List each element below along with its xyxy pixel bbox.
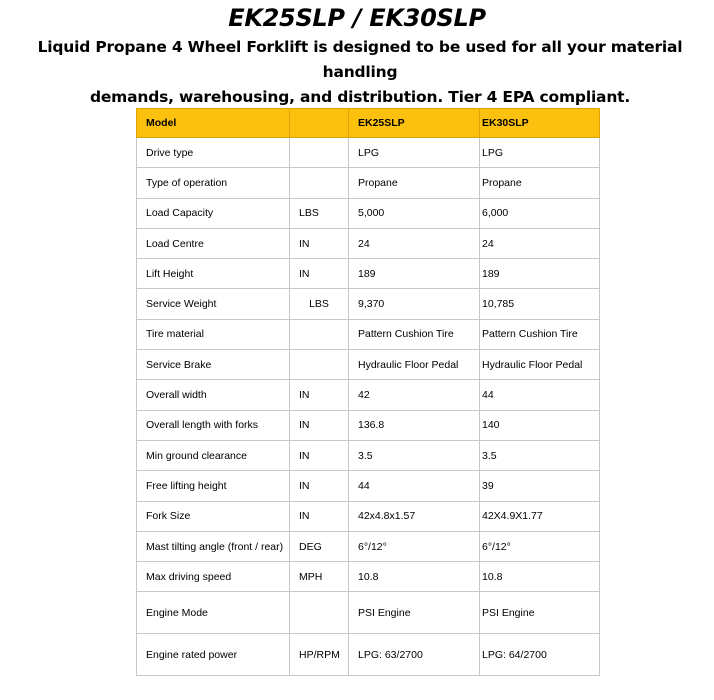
row-value-ek25slp: 6°/12° (349, 531, 480, 561)
row-value-ek25slp: 44 (349, 471, 480, 501)
row-label: Load Centre (137, 228, 290, 258)
table-row (137, 410, 600, 440)
row-label: Load Capacity (137, 198, 290, 228)
header-cell-model: Model (137, 109, 290, 138)
row-unit: IN (290, 440, 349, 470)
row-value-ek25slp: 24 (349, 228, 480, 258)
header-cell-ek30slp: EK30SLP (480, 109, 600, 138)
row-unit (290, 138, 349, 168)
row-unit: LBS (290, 289, 349, 319)
row-value-ek30slp: Hydraulic Floor Pedal (480, 350, 600, 380)
row-value-ek25slp: LPG (349, 138, 480, 168)
row-label: Service Weight (137, 289, 290, 319)
table-row (137, 592, 600, 634)
row-label: Lift Height (137, 259, 290, 289)
row-label: Free lifting height (137, 471, 290, 501)
row-value-ek25slp: PSI Engine (349, 592, 480, 634)
row-unit (290, 350, 349, 380)
page-subtitle (6, 35, 714, 110)
row-value-ek30slp: 6,000 (480, 198, 600, 228)
row-value-ek30slp: PSI Engine (480, 592, 600, 634)
row-unit: DEG (290, 531, 349, 561)
table-row (137, 501, 600, 531)
row-unit (290, 592, 349, 634)
row-unit (290, 168, 349, 198)
row-value-ek30slp: 10.8 (480, 562, 600, 592)
row-value-ek25slp: Pattern Cushion Tire (349, 319, 480, 349)
table-header-row (137, 109, 600, 138)
table-row (137, 380, 600, 410)
row-label: Engine Mode (137, 592, 290, 634)
row-unit: IN (290, 471, 349, 501)
subtitle-line-1: Liquid Propane 4 Wheel Forklift is designed to be used for all your material handling (37, 38, 683, 81)
row-unit: IN (290, 228, 349, 258)
header-cell-ek25slp: EK25SLP (349, 109, 480, 138)
row-label: Overall length with forks (137, 410, 290, 440)
row-label: Service Brake (137, 350, 290, 380)
row-value-ek30slp: Propane (480, 168, 600, 198)
row-value-ek25slp: 136.8 (349, 410, 480, 440)
row-unit: IN (290, 410, 349, 440)
table-row (137, 168, 600, 198)
row-value-ek30slp: 44 (480, 380, 600, 410)
row-value-ek25slp: 10.8 (349, 562, 480, 592)
row-unit: IN (290, 259, 349, 289)
row-value-ek30slp: 10,785 (480, 289, 600, 319)
row-value-ek25slp: 5,000 (349, 198, 480, 228)
row-label: Type of operation (137, 168, 290, 198)
table-row (137, 259, 600, 289)
table-row (137, 531, 600, 561)
row-unit: IN (290, 380, 349, 410)
row-value-ek25slp: 9,370 (349, 289, 480, 319)
row-value-ek30slp: 189 (480, 259, 600, 289)
row-value-ek25slp: 189 (349, 259, 480, 289)
row-value-ek25slp: Hydraulic Floor Pedal (349, 350, 480, 380)
row-label: Min ground clearance (137, 440, 290, 470)
row-unit: HP/RPM (290, 634, 349, 676)
row-label: Tire material (137, 319, 290, 349)
row-value-ek30slp: 6°/12° (480, 531, 600, 561)
row-label: Max driving speed (137, 562, 290, 592)
table-row (137, 228, 600, 258)
row-value-ek25slp: LPG: 63/2700 (349, 634, 480, 676)
row-label: Drive type (137, 138, 290, 168)
table-row (137, 471, 600, 501)
row-value-ek30slp: 24 (480, 228, 600, 258)
row-value-ek25slp: Propane (349, 168, 480, 198)
table-row (137, 350, 600, 380)
row-value-ek25slp: 3.5 (349, 440, 480, 470)
spec-table (136, 108, 600, 676)
table-row (137, 562, 600, 592)
table-row (137, 634, 600, 676)
row-unit: LBS (290, 198, 349, 228)
row-value-ek25slp: 42x4.8x1.57 (349, 501, 480, 531)
subtitle-line-2: demands, warehousing, and distribution. Tier 4 EPA compliant. (89, 88, 631, 106)
table-row (137, 289, 600, 319)
row-unit: MPH (290, 562, 349, 592)
table-row (137, 138, 600, 168)
table-row (137, 198, 600, 228)
row-value-ek30slp: LPG (480, 138, 600, 168)
row-label: Overall width (137, 380, 290, 410)
row-label: Fork Size (137, 501, 290, 531)
row-value-ek30slp: 42X4.9X1.77 (480, 501, 600, 531)
row-value-ek30slp: LPG: 64/2700 (480, 634, 600, 676)
row-value-ek30slp: 3.5 (480, 440, 600, 470)
row-label: Mast tilting angle (front / rear) (137, 531, 290, 561)
row-unit (290, 319, 349, 349)
row-value-ek30slp: 140 (480, 410, 600, 440)
row-unit: IN (290, 501, 349, 531)
row-value-ek25slp: 42 (349, 380, 480, 410)
row-value-ek30slp: Pattern Cushion Tire (480, 319, 600, 349)
table-row (137, 440, 600, 470)
table-row (137, 319, 600, 349)
page-title: EK25SLP / EK30SLP (228, 4, 486, 32)
row-value-ek30slp: 39 (480, 471, 600, 501)
header-cell-unit (290, 109, 349, 138)
row-label: Engine rated power (137, 634, 290, 676)
